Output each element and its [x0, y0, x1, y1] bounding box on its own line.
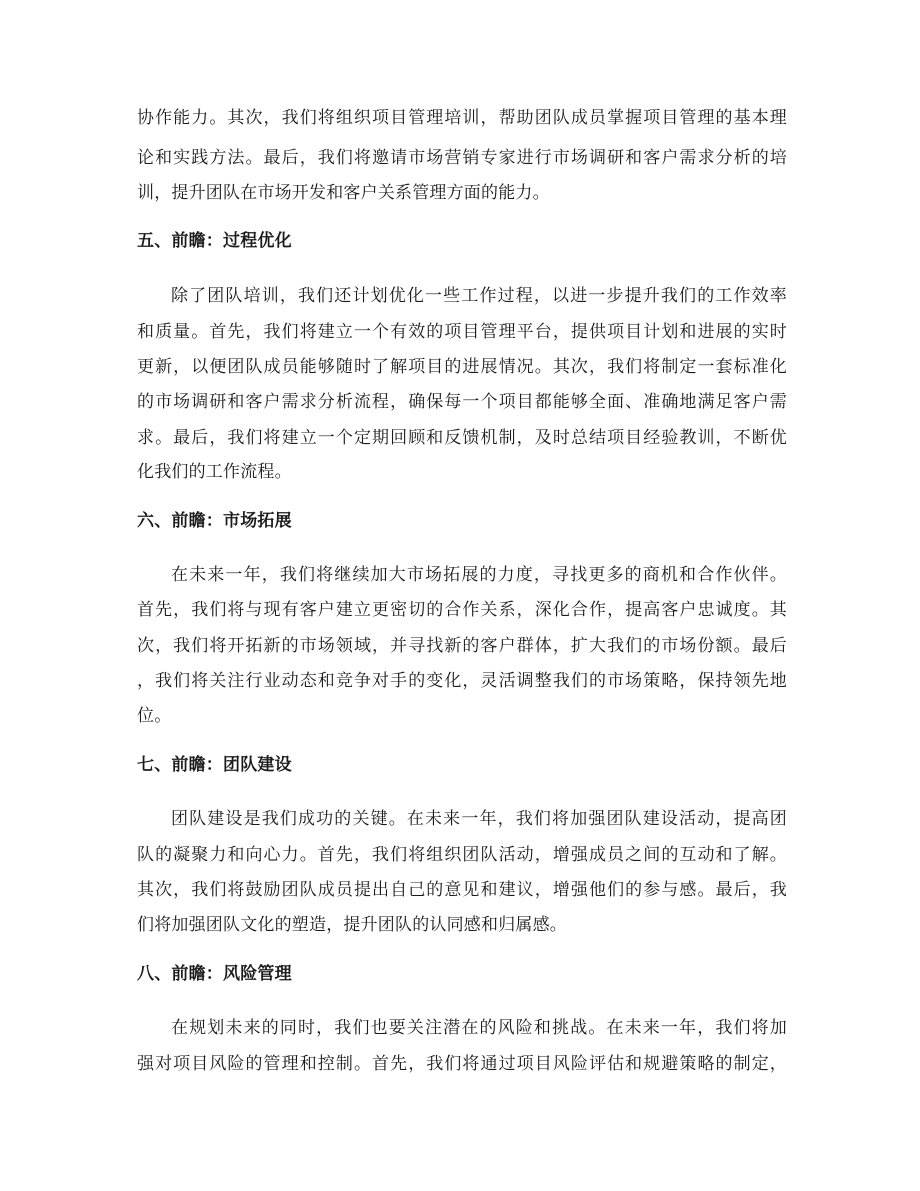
paragraph-line: 求。最后，我们将建立一个定期回顾和反馈机制，及时总结项目经验教训，不断优	[137, 428, 787, 448]
paragraph-line: 的市场调研和客户需求分析流程，确保每一个项目都能够全面、准确地满足客户需	[137, 392, 787, 412]
paragraph-line: 除了团队培训，我们还计划优化一些工作过程，以进一步提升我们的工作效率	[171, 286, 787, 306]
paragraph-line: 首先，我们将与现有客户建立更密切的合作关系，深化合作，提高客户忠诚度。其	[137, 600, 787, 620]
section-heading-process-optimization: 五、前瞻：过程优化	[137, 231, 292, 251]
section-heading-team-building: 七、前瞻：团队建设	[137, 755, 292, 775]
paragraph-line: 训，提升团队在市场开发和客户关系管理方面的能力。	[137, 183, 550, 203]
paragraph-line: 在未来一年，我们将继续加大市场拓展的力度，寻找更多的商机和合作伙伴。	[171, 565, 787, 585]
paragraph-line: 队的凝聚力和向心力。首先，我们将组织团队活动，增强成员之间的互动和了解。	[137, 845, 787, 865]
paragraph-line: 们将加强团队文化的塑造，提升团队的认同感和归属感。	[137, 915, 567, 935]
paragraph-line: 次，我们将开拓新的市场领域，并寻找新的客户群体，扩大我们的市场份额。最后	[137, 636, 787, 656]
paragraph-line: 协作能力。其次，我们将组织项目管理培训，帮助团队成员掌握项目管理的基本理	[137, 108, 787, 128]
paragraph-line: 在规划未来的同时，我们也要关注潜在的风险和挑战。在未来一年，我们将加	[171, 1018, 787, 1038]
paragraph-line: 和质量。首先，我们将建立一个有效的项目管理平台，提供项目计划和进展的实时	[137, 322, 787, 342]
paragraph-line: ，我们将关注行业动态和竞争对手的变化，灵活调整我们的市场策略，保持领先地	[137, 671, 787, 691]
paragraph-line: 论和实践方法。最后，我们将邀请市场营销专家进行市场调研和客户需求分析的培	[137, 148, 787, 168]
section-heading-risk-management: 八、前瞻：风险管理	[137, 964, 292, 984]
paragraph-line: 位。	[137, 706, 172, 726]
paragraph-line: 团队建设是我们成功的关键。在未来一年，我们将加强团队建设活动，提高团	[171, 809, 787, 829]
paragraph-line: 更新，以便团队成员能够随时了解项目的进展情况。其次，我们将制定一套标准化	[137, 357, 787, 377]
paragraph-line: 其次，我们将鼓励团队成员提出自己的意见和建议，增强他们的参与感。最后，我	[137, 880, 787, 900]
paragraph-line: 强对项目风险的管理和控制。首先，我们将通过项目风险评估和规避策略的制定，	[137, 1054, 787, 1074]
section-heading-market-expansion: 六、前瞻：市场拓展	[137, 511, 292, 531]
paragraph-line: 化我们的工作流程。	[137, 462, 292, 482]
